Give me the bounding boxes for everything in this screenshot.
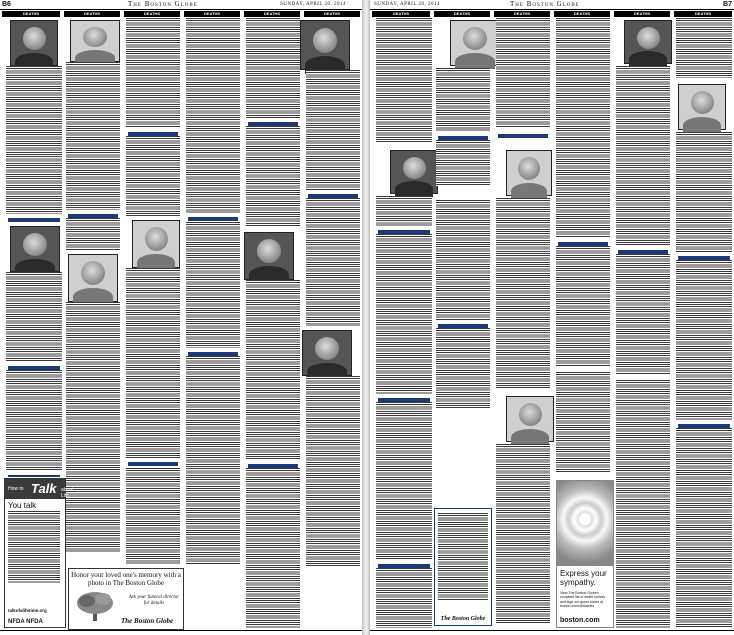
obituary-text — [616, 380, 670, 628]
obituary-text — [676, 428, 732, 628]
obituary-text — [676, 260, 732, 420]
express-sympathy-ad — [556, 480, 614, 628]
column-header: DEATHS — [554, 11, 610, 17]
tree-icon — [75, 589, 115, 623]
honor-ad-logo: The Boston Globe — [121, 617, 174, 625]
obituary-divider — [128, 462, 178, 466]
obituary-text — [436, 200, 490, 320]
obituary-text — [6, 66, 62, 214]
obituary-text — [126, 18, 180, 128]
obituary-text — [376, 234, 432, 394]
column-header: DEATHS — [124, 11, 180, 17]
column-header: DEATHS — [494, 11, 550, 17]
obituary-text — [126, 268, 180, 458]
obituary-photo — [302, 330, 352, 376]
left-date: SUNDAY, APRIL 20, 2014 — [280, 2, 346, 7]
obituary-photo — [390, 150, 438, 194]
obituary-text — [126, 468, 180, 564]
honor-loved-one-ad — [68, 568, 184, 630]
obituary-text — [126, 136, 180, 216]
obituary-text — [246, 280, 300, 460]
info-box-text — [438, 513, 488, 601]
obituary-text — [436, 328, 490, 408]
obituary-text — [496, 444, 550, 624]
obituary-text — [376, 196, 432, 226]
obituary-text — [556, 246, 610, 366]
talk-ad-logos: NFDA NFDA — [8, 619, 43, 625]
express-ad-site[interactable]: boston.com — [560, 617, 600, 624]
left-bottom-strip — [0, 630, 362, 635]
obituary-text — [436, 68, 490, 132]
talk-ad-big: Talk — [31, 481, 57, 496]
left-page — [0, 0, 362, 635]
obituary-text — [436, 140, 490, 186]
obituary-text — [306, 198, 360, 326]
obituary-photo — [10, 226, 60, 272]
talk-about-life-ad — [4, 478, 74, 628]
obituary-photo — [10, 20, 58, 66]
obituary-divider — [8, 218, 60, 222]
obituary-photo — [624, 20, 672, 64]
obituary-text — [676, 132, 732, 252]
obituary-text — [66, 218, 120, 250]
obituary-text — [676, 18, 732, 78]
obituary-text — [306, 376, 360, 566]
obituary-photo — [300, 20, 350, 70]
obituary-photo — [132, 220, 180, 268]
left-page-number: B6 — [2, 1, 11, 8]
right-folio — [370, 0, 734, 10]
right-masthead: The Boston Globe — [510, 0, 580, 8]
obituary-photo — [506, 396, 554, 442]
obituary-text — [66, 302, 120, 552]
column-header: DEATHS — [372, 11, 430, 17]
obituary-text — [616, 254, 670, 374]
obituary-text — [556, 372, 610, 472]
obituary-photo — [678, 84, 726, 130]
express-ad-sub: View The Boston Globe's complete list of death notices and sign our guest books at boston.com/obituaries — [560, 590, 606, 608]
column-header: DEATHS — [614, 11, 670, 17]
obituary-text — [376, 402, 432, 560]
right-bottom-strip — [370, 630, 734, 635]
obituary-text — [556, 18, 610, 238]
obituary-text — [186, 18, 240, 213]
talk-ad-pre: How to — [8, 486, 24, 492]
talk-ad-post: about Life — [61, 487, 74, 499]
rose-image — [557, 481, 613, 566]
obituary-text — [66, 62, 120, 210]
talk-ad-url[interactable]: talkofalifetime.org — [8, 608, 47, 613]
obituary-divider — [188, 217, 238, 221]
column-header: DEATHS — [2, 11, 60, 17]
talk-ad-body — [8, 511, 60, 583]
obituary-photo — [450, 20, 500, 66]
column-header: DEATHS — [64, 11, 120, 17]
right-page-number: B7 — [723, 1, 732, 8]
obituary-text — [246, 468, 300, 628]
obituary-text — [376, 18, 432, 142]
obituary-text — [6, 370, 62, 470]
obituary-photo — [244, 232, 294, 280]
column-header: DEATHS — [674, 11, 732, 17]
obituary-text — [186, 222, 240, 348]
talk-ad-banner — [5, 479, 74, 499]
column-header: DEATHS — [434, 11, 490, 17]
obituary-text — [246, 18, 300, 118]
obituary-photo — [70, 20, 120, 62]
obituary-divider — [498, 134, 548, 138]
obituary-text — [6, 272, 62, 362]
obituary-text — [306, 70, 360, 190]
obituary-text — [376, 568, 432, 628]
obituary-text — [496, 198, 550, 388]
left-masthead: The Boston Globe — [128, 0, 198, 8]
honor-ad-ask: Ask your funeral director for details — [128, 595, 180, 606]
right-page — [370, 0, 734, 635]
obituary-text — [186, 356, 240, 564]
info-box-logo: The Boston Globe — [440, 615, 486, 622]
column-header: DEATHS — [184, 11, 240, 17]
page-gutter — [362, 0, 370, 635]
left-folio — [0, 0, 362, 10]
obituary-photo — [506, 150, 552, 196]
column-header: DEATHS — [244, 11, 300, 17]
obituary-text — [616, 66, 670, 246]
right-date: SUNDAY, APRIL 20, 2014 — [374, 2, 440, 7]
honor-ad-headline: Honor your loved one's memory with a photo in The Boston Globe — [71, 571, 181, 587]
obituary-photo — [68, 254, 118, 302]
obituary-divider — [8, 475, 60, 477]
column-header: DEATHS — [304, 11, 360, 17]
obituary-text — [246, 126, 300, 226]
globe-info-box — [434, 508, 492, 626]
express-ad-headline: Express your sympathy. — [560, 568, 607, 587]
obituary-text — [496, 18, 550, 128]
talk-ad-headline: You talk — [8, 501, 37, 510]
